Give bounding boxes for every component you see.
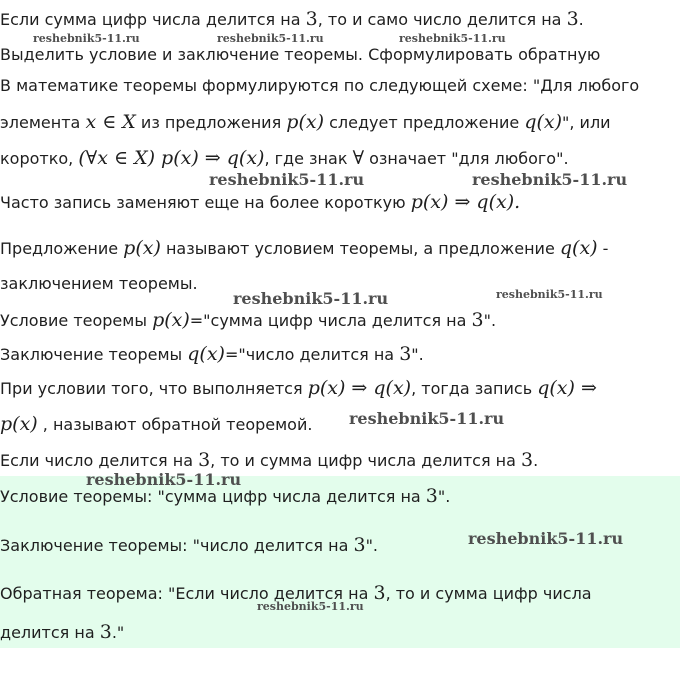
- solution-condition-definition: Предложение p(x) называют условием теоремы, а предложение q(x) -: [0, 237, 609, 259]
- watermark: reshebnik5-11.ru: [209, 170, 365, 189]
- watermark: reshebnik5-11.ru: [349, 409, 505, 428]
- watermark: reshebnik5-11.ru: [86, 470, 242, 489]
- solution-line-2: элемента x ∈ X из предложения p(x) следует предложение q(x)", или: [0, 111, 611, 133]
- answer-conclusion: Заключение теоремы: "число делится на 3".: [0, 534, 379, 556]
- watermark: reshebnik5-11.ru: [399, 32, 506, 45]
- watermark: reshebnik5-11.ru: [472, 170, 628, 189]
- solution-line-1: В математике теоремы формулируются по следующей схеме: "Для любого: [0, 76, 640, 95]
- solution-short-form: Часто запись заменяют еще на более короткую p(x) ⇒ q(x).: [0, 191, 521, 213]
- solution-condition: Условие теоремы p(x)="сумма цифр числа делится на 3".: [0, 309, 497, 331]
- solution-converse-line-1: При условии того, что выполняется p(x) ⇒ q(x), тогда запись q(x) ⇒: [0, 377, 597, 399]
- solution-converse-line-2: p(x) , называют обратной теоремой.: [0, 413, 313, 435]
- watermark: reshebnik5-11.ru: [468, 529, 624, 548]
- watermark: reshebnik5-11.ru: [217, 32, 324, 45]
- solution-conclusion-definition: заключением теоремы.: [0, 274, 198, 293]
- answer-condition: Условие теоремы: "сумма цифр числа делится на 3".: [0, 485, 451, 507]
- watermark: reshebnik5-11.ru: [257, 600, 364, 613]
- answer-converse-line-1: Обратная теорема: "Если число делится на 3, то и сумма цифр числа: [0, 582, 592, 604]
- task-title: Если сумма цифр числа делится на 3, то и само число делится на 3.: [0, 8, 584, 30]
- answer-converse-line-2: делится на 3.": [0, 621, 125, 643]
- watermark: reshebnik5-11.ru: [496, 288, 603, 301]
- solution-line-3: коротко, (∀x ∈ X) p(x) ⇒ q(x), где знак ∀ означает "для любого".: [0, 147, 569, 169]
- solution-inverse-statement: Если число делится на 3, то и сумма цифр числа делится на 3.: [0, 449, 539, 471]
- watermark: reshebnik5-11.ru: [233, 289, 389, 308]
- watermark: reshebnik5-11.ru: [33, 32, 140, 45]
- task-subtitle: Выделить условие и заключение теоремы. Сформулировать обратную: [0, 45, 601, 64]
- solution-conclusion: Заключение теоремы q(x)="число делится на 3".: [0, 343, 424, 365]
